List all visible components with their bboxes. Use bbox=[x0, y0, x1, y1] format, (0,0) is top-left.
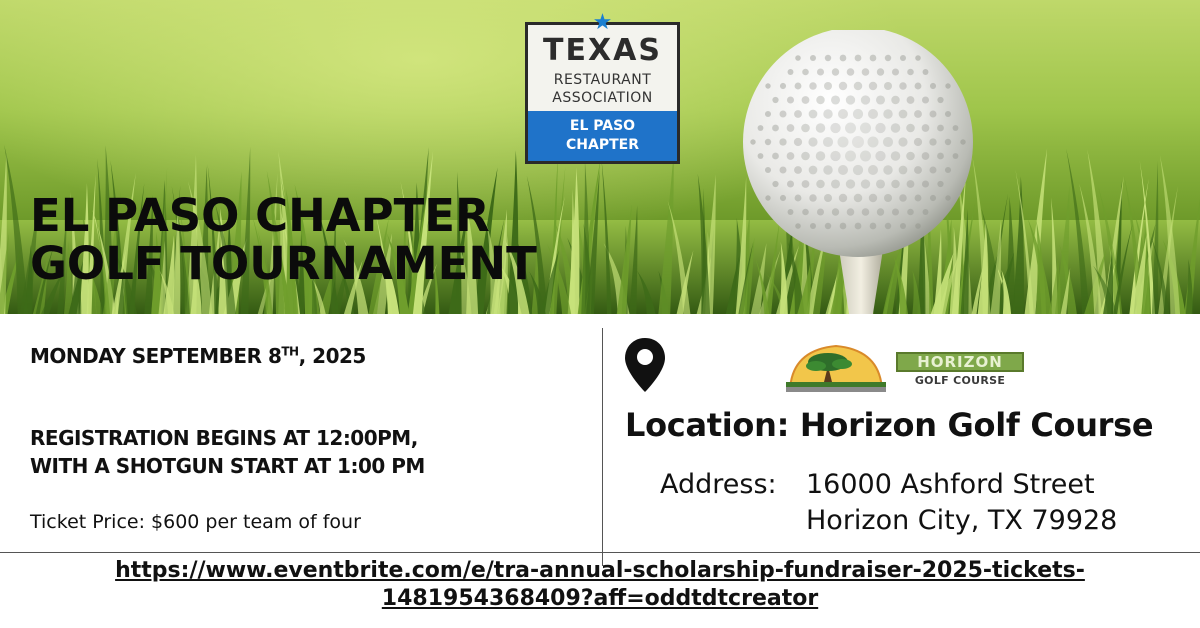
address-line-1: 16000 Ashford Street bbox=[806, 469, 1095, 500]
ball-dimple bbox=[923, 209, 929, 215]
ball-dimple bbox=[862, 68, 870, 76]
ball-dimple bbox=[838, 109, 848, 119]
ball-dimple bbox=[845, 151, 856, 162]
ball-dimple bbox=[875, 123, 885, 133]
ball-dimple bbox=[953, 153, 959, 159]
map-pin-icon bbox=[623, 336, 667, 394]
address-label: Address: bbox=[660, 469, 777, 500]
title-line-2: GOLF TOURNAMENT bbox=[30, 237, 537, 290]
ball-dimple bbox=[884, 82, 892, 90]
ball-dimple bbox=[795, 55, 801, 61]
ball-dimple bbox=[853, 165, 863, 175]
ball-dimple bbox=[937, 125, 944, 132]
ball-dimple bbox=[900, 55, 906, 61]
ball-dimple bbox=[922, 124, 930, 132]
event-details bbox=[0, 314, 1200, 628]
ball-dimple bbox=[787, 180, 794, 187]
ball-dimple bbox=[892, 68, 899, 75]
ball-dimple bbox=[787, 96, 794, 103]
ball-dimple bbox=[765, 139, 771, 145]
title-line-1: EL PASO CHAPTER bbox=[30, 189, 490, 242]
ball-dimple bbox=[831, 179, 840, 188]
ball-dimple bbox=[930, 83, 936, 89]
ball-dimple bbox=[862, 208, 870, 216]
ball-dimple bbox=[788, 209, 794, 215]
ball-dimple bbox=[816, 151, 826, 161]
ball-dimple bbox=[810, 55, 816, 61]
ball-dimple bbox=[847, 68, 855, 76]
ball-dimple bbox=[823, 165, 832, 174]
ball-dimple bbox=[809, 82, 817, 90]
ball-dimple bbox=[883, 109, 892, 118]
ball-dimple bbox=[953, 125, 959, 131]
ball-dimple bbox=[930, 111, 937, 118]
ball-dimple bbox=[884, 194, 892, 202]
ball-dimple bbox=[816, 180, 824, 188]
ball-dimple bbox=[824, 82, 832, 90]
ball-dimple bbox=[900, 223, 906, 229]
ball-dimple bbox=[853, 109, 863, 119]
ball-dimple bbox=[794, 110, 802, 118]
ball-dimple bbox=[847, 208, 855, 216]
ball-dimple bbox=[795, 83, 802, 90]
ball-dimple bbox=[899, 110, 908, 119]
ball-dimple bbox=[868, 109, 878, 119]
ball-dimple bbox=[877, 68, 884, 75]
ticket-price: Ticket Price: $600 per team of four bbox=[30, 511, 361, 533]
ball-dimple bbox=[838, 165, 848, 175]
ball-dimple bbox=[922, 180, 929, 187]
ball-dimple bbox=[899, 194, 907, 202]
logo-association-text bbox=[528, 71, 677, 107]
logo-texas-word: TEXAS bbox=[543, 33, 662, 68]
ball-dimple bbox=[787, 124, 795, 132]
ball-dimple bbox=[915, 55, 921, 61]
ball-dimple bbox=[855, 55, 862, 62]
ball-dimple bbox=[870, 55, 877, 62]
ball-dimple bbox=[906, 152, 915, 161]
ball-dimple bbox=[892, 208, 899, 215]
ball-dimple bbox=[824, 194, 832, 202]
ball-dimple bbox=[852, 136, 864, 148]
ball-dimple bbox=[922, 96, 929, 103]
ball-dimple bbox=[898, 137, 907, 146]
ball-dimple bbox=[891, 96, 899, 104]
ball-dimple bbox=[929, 138, 936, 145]
ball-dimple bbox=[877, 208, 884, 215]
link-line-2: 1481954368409?aff=oddtdtcreator bbox=[381, 586, 819, 611]
ball-dimple bbox=[899, 82, 907, 90]
ball-dimple bbox=[875, 151, 885, 161]
ball-dimple bbox=[832, 208, 839, 215]
vertical-divider bbox=[602, 328, 603, 566]
ball-dimple bbox=[860, 151, 871, 162]
ball-dimple bbox=[861, 179, 870, 188]
ball-dimple bbox=[899, 166, 908, 175]
ball-dimple bbox=[809, 110, 818, 119]
ball-dimple bbox=[945, 139, 951, 145]
ball-dimple bbox=[758, 125, 764, 131]
ball-dimple bbox=[794, 166, 802, 174]
ball-dimple bbox=[787, 152, 795, 160]
ball-dimple bbox=[922, 152, 930, 160]
ball-dimple bbox=[869, 82, 877, 90]
ball-dimple bbox=[839, 82, 847, 90]
ball-dimple bbox=[825, 223, 831, 229]
ball-dimple bbox=[891, 151, 901, 161]
logo-restaurant-line: RESTAURANT bbox=[553, 72, 652, 88]
horizon-golf-course-logo bbox=[786, 342, 1026, 394]
ball-dimple bbox=[765, 195, 770, 200]
ball-dimple bbox=[876, 95, 885, 104]
ball-dimple bbox=[772, 181, 778, 187]
ball-dimple bbox=[808, 137, 817, 146]
ball-dimple bbox=[810, 223, 816, 229]
ball-dimple bbox=[923, 69, 929, 75]
ball-dimple bbox=[801, 124, 810, 133]
registration-line-1: REGISTRATION BEGINS AT 12:00PM, bbox=[30, 426, 418, 450]
logo-association-line: ASSOCIATION bbox=[552, 90, 653, 106]
event-title bbox=[30, 189, 730, 290]
golf-course-wordmark: GOLF COURSE bbox=[914, 374, 1006, 387]
ball-dimple bbox=[906, 124, 915, 133]
ball-dimple bbox=[758, 153, 764, 159]
link-line-1: https://www.eventbrite.com/e/tra-annual-scholarship-fundraiser-2025-tickets- bbox=[115, 558, 1085, 583]
star-icon: ★ bbox=[592, 10, 613, 35]
logo-band-line1: EL PASO bbox=[569, 118, 636, 134]
ball-dimple bbox=[801, 152, 810, 161]
ball-dimple bbox=[907, 180, 915, 188]
ball-dimple bbox=[870, 223, 877, 230]
ball-dimple bbox=[802, 69, 809, 76]
date-ordinal: TH bbox=[281, 344, 299, 359]
ball-dimple bbox=[772, 125, 779, 132]
ball-dimple bbox=[945, 167, 951, 173]
ball-dimple bbox=[802, 180, 810, 188]
ball-dimple bbox=[817, 208, 824, 215]
ball-dimple bbox=[861, 95, 870, 104]
ball-dimple bbox=[802, 96, 810, 104]
ball-dimple bbox=[780, 111, 787, 118]
ball-dimple bbox=[907, 209, 914, 216]
ball-dimple bbox=[780, 83, 786, 89]
ball-dimple bbox=[937, 153, 944, 160]
ball-dimple bbox=[855, 223, 862, 230]
ball-dimple bbox=[750, 139, 755, 144]
ball-dimple bbox=[802, 209, 809, 216]
ball-dimple bbox=[830, 151, 840, 161]
texas-restaurant-association-logo bbox=[525, 10, 680, 164]
ball-dimple bbox=[765, 83, 770, 88]
ball-dimple bbox=[937, 97, 943, 103]
ball-dimple bbox=[809, 166, 818, 175]
ball-dimple bbox=[915, 223, 921, 229]
ball-dimple bbox=[795, 223, 801, 229]
date-main: MONDAY SEPTEMBER 8 bbox=[30, 344, 282, 368]
ball-dimple bbox=[907, 96, 915, 104]
ball-dimple bbox=[930, 167, 937, 174]
ball-dimple bbox=[885, 55, 891, 61]
ball-dimple bbox=[840, 55, 847, 62]
golf-ball-image bbox=[740, 30, 980, 314]
ball-dimple bbox=[914, 110, 922, 118]
ball-dimple bbox=[860, 123, 871, 134]
ball-dimple bbox=[837, 136, 848, 147]
ball-dimple bbox=[854, 82, 863, 91]
ball-dimple bbox=[809, 194, 817, 202]
logo-band-line2: CHAPTER bbox=[566, 137, 639, 153]
ball-dimple bbox=[817, 68, 824, 75]
ball-dimple bbox=[915, 195, 922, 202]
ball-dimple bbox=[780, 195, 786, 201]
horizontal-divider bbox=[0, 552, 1200, 553]
ball-dimple bbox=[907, 69, 914, 76]
ball-dimple bbox=[840, 223, 847, 230]
ball-dimple bbox=[845, 123, 856, 134]
logo-chapter-band bbox=[528, 111, 677, 161]
ball-dimple bbox=[867, 136, 878, 147]
ball-dimple bbox=[825, 55, 831, 61]
ball-dimple bbox=[823, 137, 833, 147]
ball-dimple bbox=[846, 179, 855, 188]
registration-line-2: WITH A SHOTGUN START AT 1:00 PM bbox=[30, 454, 425, 478]
ball-dimple bbox=[945, 111, 951, 117]
ball-dimple bbox=[839, 194, 847, 202]
ball-dimple bbox=[765, 167, 771, 173]
ball-dimple bbox=[937, 181, 943, 187]
ball-dimple bbox=[795, 195, 802, 202]
ball-dimple bbox=[945, 195, 950, 200]
ball-dimple bbox=[868, 165, 878, 175]
ball-dimple bbox=[831, 95, 840, 104]
ball-dimple bbox=[779, 138, 786, 145]
ball-dimple bbox=[823, 109, 832, 118]
ball-dimple bbox=[914, 138, 922, 146]
ball-dimple bbox=[794, 138, 802, 146]
address-line-2: Horizon City, TX 79928 bbox=[806, 505, 1118, 536]
event-date bbox=[30, 344, 366, 368]
location-heading: Location: Horizon Golf Course bbox=[625, 406, 1154, 444]
ball-dimple bbox=[846, 95, 855, 104]
ball-dimple bbox=[876, 179, 885, 188]
ball-dimple bbox=[772, 97, 778, 103]
ball-dimple bbox=[816, 123, 826, 133]
tree-emblem-icon bbox=[786, 342, 886, 392]
ball-dimple bbox=[854, 194, 863, 203]
ball-dimple bbox=[772, 153, 779, 160]
eventbrite-registration-link[interactable] bbox=[100, 557, 1100, 613]
ball-dimple bbox=[915, 83, 922, 90]
ball-dimple bbox=[883, 165, 892, 174]
ball-dimple bbox=[891, 123, 901, 133]
ball-dimple bbox=[816, 96, 824, 104]
ball-dimple bbox=[960, 139, 965, 144]
ball-dimple bbox=[788, 69, 794, 75]
date-year: , 2025 bbox=[298, 344, 366, 368]
ball-dimple bbox=[832, 68, 839, 75]
ball-dimple bbox=[891, 180, 899, 188]
ball-dimple bbox=[869, 194, 877, 202]
ball-dimple bbox=[780, 167, 787, 174]
ball-dimple bbox=[883, 137, 893, 147]
registration-info bbox=[30, 424, 425, 480]
ball-dimple bbox=[945, 83, 950, 88]
horizon-wordmark: HORIZON bbox=[896, 352, 1024, 372]
ball-dimple bbox=[885, 223, 891, 229]
ball-dimple bbox=[830, 123, 840, 133]
ball-dimple bbox=[765, 111, 771, 117]
ball-dimple bbox=[930, 195, 936, 201]
ball-dimple bbox=[914, 166, 922, 174]
